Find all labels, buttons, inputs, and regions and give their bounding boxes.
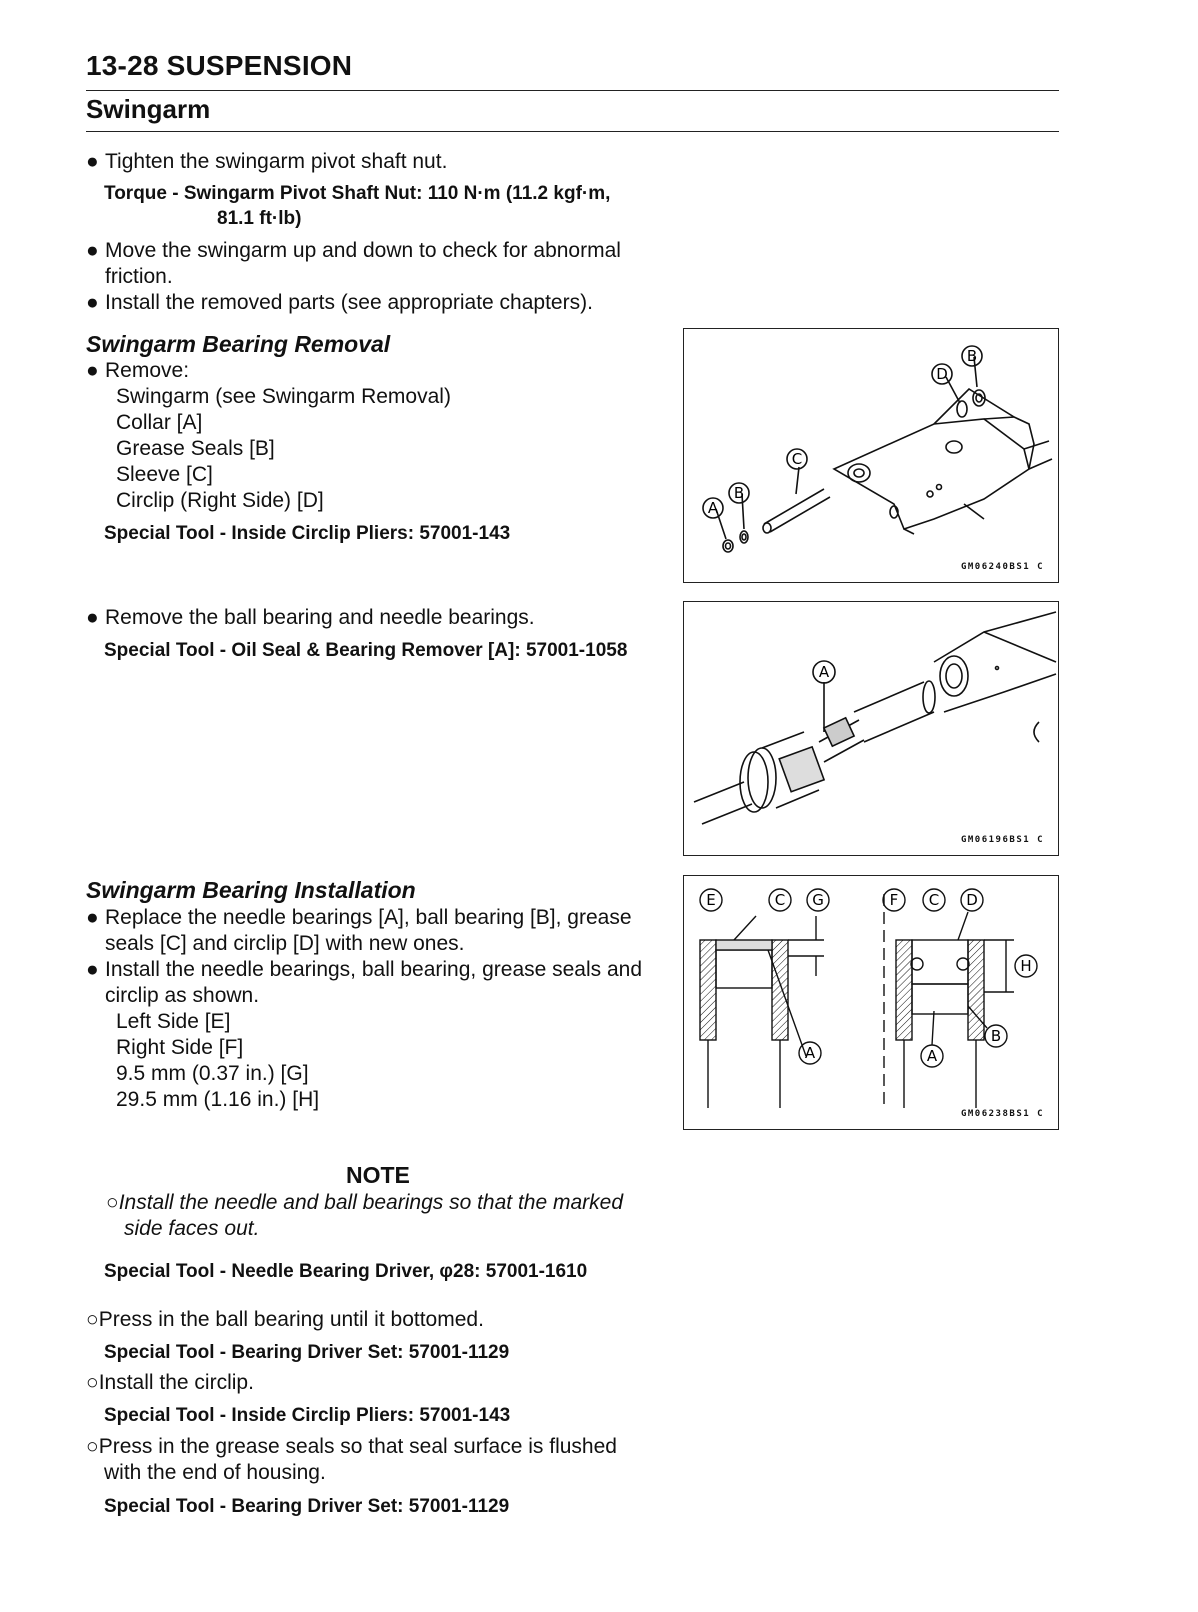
- figure-bearing-installation: [683, 875, 1059, 1130]
- section-title: Swingarm: [86, 94, 211, 124]
- bullet-remove: [86, 358, 189, 384]
- callout-label: E: [706, 891, 716, 909]
- torque-spec-line2: 81.1 ft·lb): [217, 208, 302, 229]
- callout-label: H: [1020, 957, 1032, 975]
- bullet-tighten: [86, 149, 656, 175]
- removal-item: Grease Seals [B]: [116, 437, 275, 460]
- bullet-replace: [86, 905, 656, 957]
- removal-item: Collar [A]: [116, 411, 203, 434]
- bullet-text: Remove:: [105, 359, 190, 382]
- bullet-dot: ●: [86, 606, 99, 629]
- bullet-remove-bearings: [86, 605, 535, 631]
- callout-label: A: [818, 663, 830, 681]
- special-tool-bearing-remover: Special Tool - Oil Seal & Bearing Remover [A]: 57001-1058: [104, 640, 628, 661]
- callout-label: A: [926, 1047, 938, 1065]
- special-tool-bearing-driver-set: Special Tool - Bearing Driver Set: 57001-1129: [104, 1496, 510, 1517]
- bullet-dot: ●: [86, 150, 99, 173]
- bullet-dot: ●: [86, 906, 99, 929]
- note-title: NOTE: [346, 1162, 410, 1188]
- callout-label: A: [707, 499, 719, 517]
- substep-glyph: ○: [106, 1191, 119, 1214]
- callout-label: C: [791, 450, 803, 468]
- installation-heading: Swingarm Bearing Installation: [86, 877, 416, 903]
- callout-label: F: [889, 891, 899, 909]
- swingarm-exploded-illustration: [684, 329, 1058, 582]
- header-rule: [86, 90, 1059, 91]
- install-item: Left Side [E]: [116, 1010, 231, 1033]
- removal-item: Sleeve [C]: [116, 463, 213, 486]
- callout-label: B: [990, 1027, 1002, 1045]
- bullet-text: Remove the ball bearing and needle bearings.: [105, 606, 535, 629]
- bearing-remover-illustration: [684, 602, 1058, 855]
- special-tool-needle-driver: Special Tool - Needle Bearing Driver, φ28: 57001-1610: [104, 1261, 588, 1282]
- substep-install-circlip: [86, 1370, 254, 1396]
- bullet-move-swingarm: [86, 238, 656, 290]
- bullet-text-line2: friction.: [105, 265, 173, 288]
- removal-item: Swingarm (see Swingarm Removal): [116, 385, 451, 408]
- bearing-section-illustration: [684, 876, 1058, 1129]
- figure-code: GM06240BS1 C: [960, 562, 1044, 572]
- substep-glyph: ○: [86, 1435, 99, 1458]
- bullet-dot: ●: [86, 291, 99, 314]
- torque-spec-line1: Torque - Swingarm Pivot Shaft Nut: 110 N·m (11.2 kgf·m,: [104, 183, 611, 204]
- callout-label: A: [804, 1044, 816, 1062]
- substep-text: Install the circlip.: [98, 1371, 254, 1394]
- substep-press-grease-seals: [86, 1434, 666, 1486]
- bullet-text: Tighten the swingarm pivot shaft nut.: [105, 150, 448, 173]
- callout-label: B: [966, 347, 978, 365]
- install-item: 9.5 mm (0.37 in.) [G]: [116, 1062, 309, 1085]
- substep-text-line1: Press in the grease seals so that seal surface is flushed: [98, 1435, 617, 1458]
- bullet-text-line1: Replace the needle bearings [A], ball bearing [B], grease: [105, 906, 632, 929]
- install-item: Right Side [F]: [116, 1036, 244, 1059]
- figure-bearing-remover: [683, 601, 1059, 856]
- section-rule: [86, 131, 1059, 132]
- substep-glyph: ○: [86, 1308, 99, 1331]
- bullet-text-line2: seals [C] and circlip [D] with new ones.: [105, 932, 465, 955]
- note-line2: side faces out.: [124, 1217, 260, 1240]
- bullet-install-bearings: [86, 957, 656, 1009]
- callout-label: C: [774, 891, 786, 909]
- figure-bearing-removal: [683, 328, 1059, 583]
- install-item: 29.5 mm (1.16 in.) [H]: [116, 1088, 320, 1111]
- callout-label: D: [936, 365, 948, 383]
- removal-item: Circlip (Right Side) [D]: [116, 489, 324, 512]
- figure-code: GM06238BS1 C: [960, 1109, 1044, 1119]
- note-line1: Install the needle and ball bearings so that the marked: [118, 1191, 624, 1214]
- bullet-install-removed: [86, 290, 656, 316]
- substep-text-line2: with the end of housing.: [104, 1461, 326, 1484]
- callout-label: C: [928, 891, 940, 909]
- removal-heading: Swingarm Bearing Removal: [86, 331, 391, 357]
- bullet-dot: ●: [86, 359, 99, 382]
- bullet-dot: ●: [86, 958, 99, 981]
- page-title: 13-28 SUSPENSION: [86, 50, 353, 81]
- bullet-text: Install the removed parts (see appropriate chapters).: [105, 291, 593, 314]
- bullet-text-line2: circlip as shown.: [105, 984, 260, 1007]
- bullet-text-line1: Install the needle bearings, ball bearing, grease seals and: [105, 958, 643, 981]
- note-text: [106, 1190, 666, 1242]
- bullet-text-line1: Move the swingarm up and down to check for abnormal: [105, 239, 621, 262]
- substep-press-ball-bearing: [86, 1307, 484, 1333]
- special-tool-circlip-pliers: Special Tool - Inside Circlip Pliers: 57001-143: [104, 1405, 511, 1426]
- substep-text: Press in the ball bearing until it bottomed.: [98, 1308, 484, 1331]
- callout-label: B: [733, 484, 745, 502]
- callout-label: D: [966, 891, 978, 909]
- special-tool-circlip-pliers: Special Tool - Inside Circlip Pliers: 57001-143: [104, 523, 511, 544]
- substep-glyph: ○: [86, 1371, 99, 1394]
- bullet-dot: ●: [86, 239, 99, 262]
- callout-label: G: [812, 891, 824, 909]
- figure-code: GM06196BS1 C: [960, 835, 1044, 845]
- special-tool-bearing-driver-set: Special Tool - Bearing Driver Set: 57001-1129: [104, 1342, 510, 1363]
